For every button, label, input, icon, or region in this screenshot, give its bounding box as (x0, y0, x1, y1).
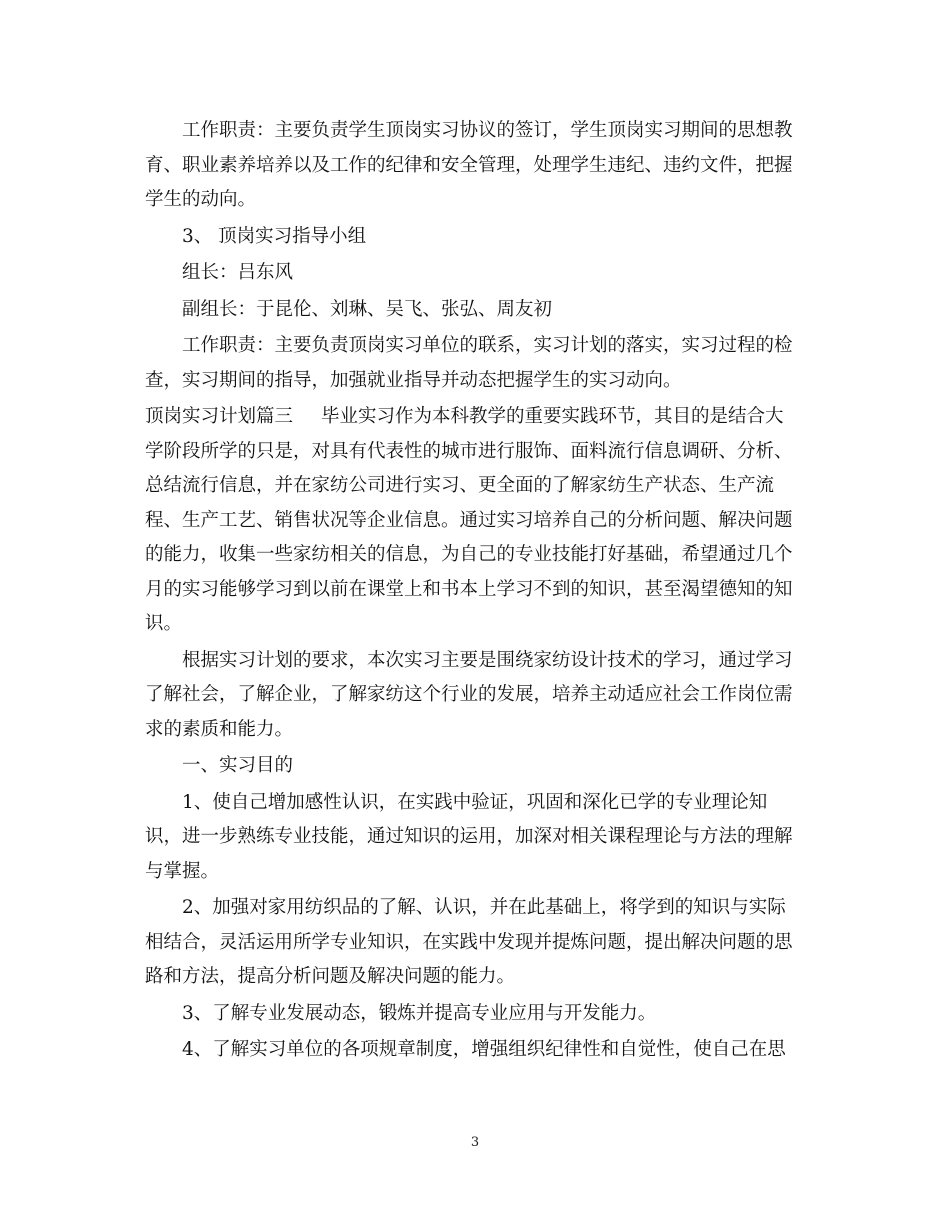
text-line: 工作职责：主要负责学生顶岗实习协议的签订，学生顶岗实习期间的思想教 (182, 120, 793, 141)
text-line: 学生的动向。 (145, 189, 257, 210)
paragraph-plan-part-3 (145, 400, 805, 642)
text-line: 一、实习目的 (182, 755, 294, 776)
document-body (145, 114, 805, 1070)
text-line: 工作职责：主要负责顶岗实习单位的联系，实习计划的落实，实习过程的检 (182, 335, 793, 356)
plan-first-line-text: 毕业实习作为本科教学的重要实践环节，其目的是结合大 (321, 406, 784, 427)
paragraph-purpose-1 (145, 786, 805, 890)
page-number: 3 (470, 1135, 480, 1150)
text-line: 根据实习计划的要求，本次实习主要是围绕家纺设计技术的学习，通过学习 (182, 649, 793, 671)
text-line: 了解社会，了解企业，了解家纺这个行业的发展，培养主动适应社会工作岗位需 (145, 684, 793, 705)
text-line: 组长：吕东风 (182, 262, 294, 283)
paragraph-purpose-2 (145, 891, 805, 995)
text-line: 的能力，收集一些家纺相关的信息，为自己的专业技能打好基础，希望通过几个 (145, 544, 793, 565)
paragraph-work-duty-1 (145, 114, 805, 218)
text-line: 3、 顶岗实习指导小组 (182, 225, 367, 247)
paragraph-group-leader (145, 256, 805, 291)
text-line: 识。 (145, 613, 183, 634)
paragraph-purpose-4 (145, 1033, 805, 1068)
text-line: 月的实习能够学习到以前在课堂上和书本上学习不到的知识，甚至渴望德知的知 (145, 578, 793, 600)
text-line: 识，进一步熟练专业技能，通过知识的运用，加深对相关课程理论与方法的理解 (145, 826, 793, 847)
paragraph-purpose-3 (145, 997, 805, 1032)
text-line: 与掌握。 (145, 860, 220, 882)
paragraph-work-duty-2 (145, 329, 805, 398)
text-line: 育、职业素养培养以及工作的纪律和安全管理，处理学生违纪、违约文件，把握 (145, 154, 793, 176)
text-line: 路和方法，提高分析问题及解决问题的能力。 (145, 966, 516, 987)
text-line: 相结合，灵活运用所学专业知识，在实践中发现并提炼问题，提出解决问题的思 (145, 931, 793, 953)
text-line: 学阶段所学的只是，对具有代表性的城市进行服饰、面料流行信息调研、分析、 (145, 440, 793, 462)
text-line: 1、使自己增加感性认识，在实践中验证，巩固和深化已学的专业理论知 (182, 791, 768, 813)
section-heading-purpose (145, 749, 805, 784)
paragraph-vice-leaders (145, 293, 805, 328)
text-line: 总结流行信息，并在家纺公司进行实习、更全面的了解家纺生产状态、生产流 (145, 475, 775, 496)
text-line: 查，实习期间的指导，加强就业指导并动态把握学生的实习动向。 (145, 369, 682, 391)
paragraph-requirements (145, 644, 805, 748)
text-line: 求的素质和能力。 (145, 718, 294, 740)
plan-heading: 顶岗实习计划篇三 (145, 406, 294, 427)
text-line: 2、加强对家用纺织品的了解、认识，并在此基础上，将学到的知识与实际 (182, 897, 786, 918)
text-line: 4、了解实习单位的各项规章制度，增强组织纪律性和自觉性，使自己在思 (182, 1039, 786, 1060)
text-line: 副组长：于昆伦、刘琳、吴飞、张弘、周友初 (182, 298, 553, 320)
text-line: 程、生产工艺、销售状况等企业信息。通过实习培养自己的分析问题、解决问题 (145, 509, 793, 531)
text-line: 3、了解专业发展动态，锻炼并提高专业应用与开发能力。 (182, 1002, 657, 1024)
section-heading-guidance-group (145, 220, 805, 255)
text-line (145, 400, 805, 435)
